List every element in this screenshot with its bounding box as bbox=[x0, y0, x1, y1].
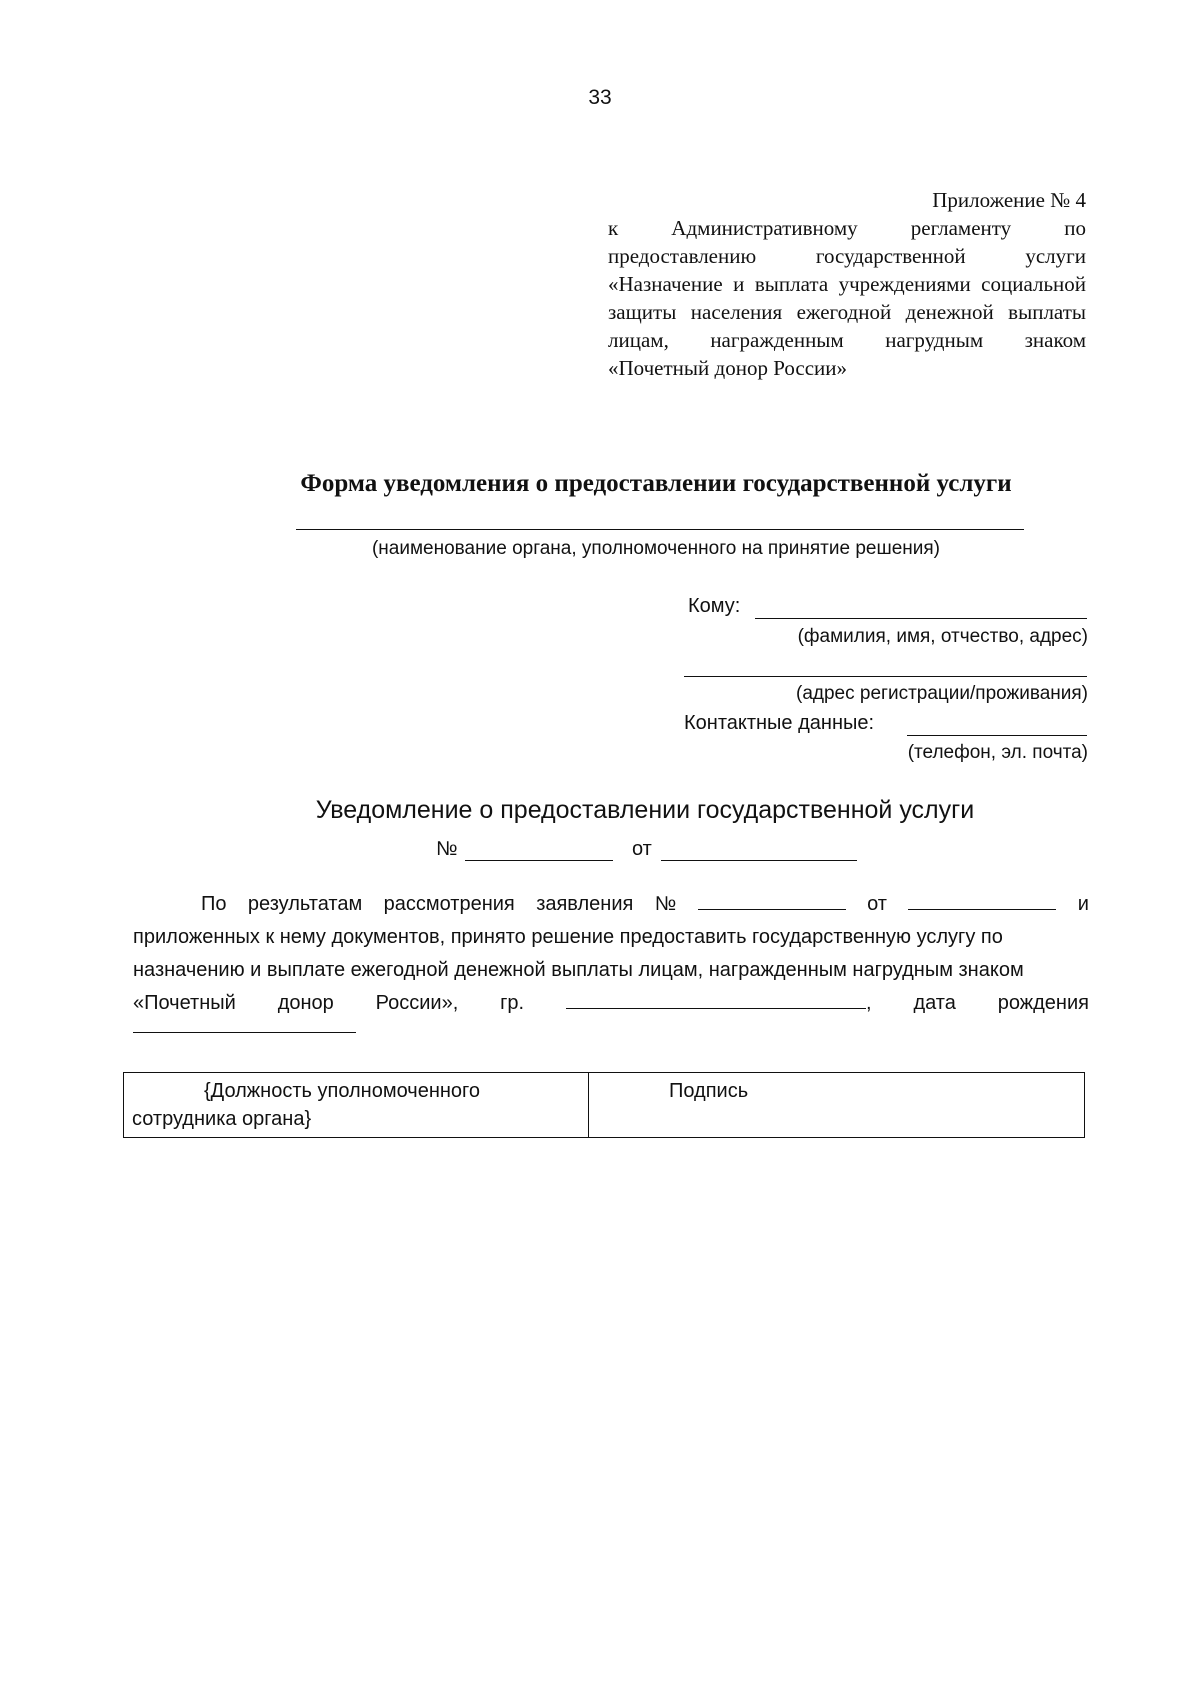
word: заявления bbox=[536, 893, 634, 915]
to-field-line bbox=[755, 618, 1087, 619]
address-caption: (адрес регистрации/проживания) bbox=[796, 683, 1088, 704]
signature-table bbox=[123, 1072, 1085, 1138]
appendix-title: Приложение № 4 bbox=[932, 188, 1086, 212]
appendix-line: лицам, награжденным нагрудным знаком bbox=[608, 328, 1086, 352]
word: гр. bbox=[500, 992, 525, 1014]
application-date-line bbox=[908, 891, 1056, 910]
contacts-label: Контактные данные: bbox=[684, 712, 875, 734]
word: «Почетный bbox=[133, 992, 236, 1014]
appendix-line: «Назначение и выплата учреждениями социальной bbox=[608, 272, 1086, 296]
paragraph-row bbox=[133, 888, 1089, 921]
form-title: Форма уведомления о предоставлении государственной услуги bbox=[300, 470, 1012, 497]
appendix-line: к Административному регламенту по bbox=[608, 216, 1086, 240]
contacts-field-line bbox=[907, 735, 1087, 736]
citizen-name-line bbox=[566, 990, 866, 1009]
notice-number-line bbox=[465, 860, 613, 861]
word: По bbox=[201, 893, 227, 915]
paragraph-row bbox=[133, 921, 1089, 954]
notice-date-line bbox=[661, 860, 857, 861]
to-label: Кому: bbox=[688, 595, 741, 617]
appendix-line: предоставлению государственной услуги bbox=[608, 244, 1086, 268]
word: рождения bbox=[997, 992, 1089, 1014]
word: , bbox=[866, 992, 872, 1014]
word: дата bbox=[913, 992, 956, 1014]
position-cell bbox=[124, 1073, 589, 1138]
appendix-header bbox=[608, 186, 1086, 382]
notice-date-label: от bbox=[632, 838, 652, 860]
address-field-line bbox=[684, 676, 1087, 677]
notice-title: Уведомление о предоставлении государственной услуги bbox=[315, 796, 975, 824]
signature-cell bbox=[589, 1073, 1085, 1138]
paragraph-line: назначению и выплате ежегодной денежной выплаты лицам, награжденным нагрудным знаком bbox=[133, 959, 1024, 981]
word: донор bbox=[277, 992, 334, 1014]
to-caption: (фамилия, имя, отчество, адрес) bbox=[797, 626, 1088, 647]
page-number: 33 bbox=[588, 86, 612, 109]
signature-label: Подпись bbox=[669, 1080, 749, 1102]
word: результатам bbox=[247, 893, 363, 915]
word: № bbox=[654, 893, 677, 915]
word: и bbox=[1077, 893, 1089, 915]
org-name-line bbox=[296, 529, 1024, 530]
paragraph-row bbox=[133, 954, 1089, 987]
appendix-line: защиты населения ежегодной денежной выплаты bbox=[608, 300, 1086, 324]
word: от bbox=[867, 893, 887, 915]
position-line2: сотрудника органа} bbox=[132, 1108, 312, 1130]
org-name-caption: (наименование органа, уполномоченного на принятие решения) bbox=[371, 538, 940, 559]
notice-number-label: № bbox=[436, 838, 458, 860]
paragraph-line: приложенных к нему документов, принято решение предоставить государственную услугу по bbox=[133, 926, 1003, 948]
word: России», bbox=[375, 992, 459, 1014]
word: рассмотрения bbox=[383, 893, 515, 915]
birth-date-line bbox=[133, 1032, 356, 1033]
application-number-line bbox=[698, 891, 846, 910]
contacts-caption: (телефон, эл. почта) bbox=[907, 742, 1088, 763]
position-line1: {Должность уполномоченного bbox=[204, 1080, 481, 1102]
appendix-line: «Почетный донор России» bbox=[608, 356, 847, 380]
decision-paragraph bbox=[133, 888, 1089, 1020]
paragraph-row bbox=[133, 987, 1089, 1020]
